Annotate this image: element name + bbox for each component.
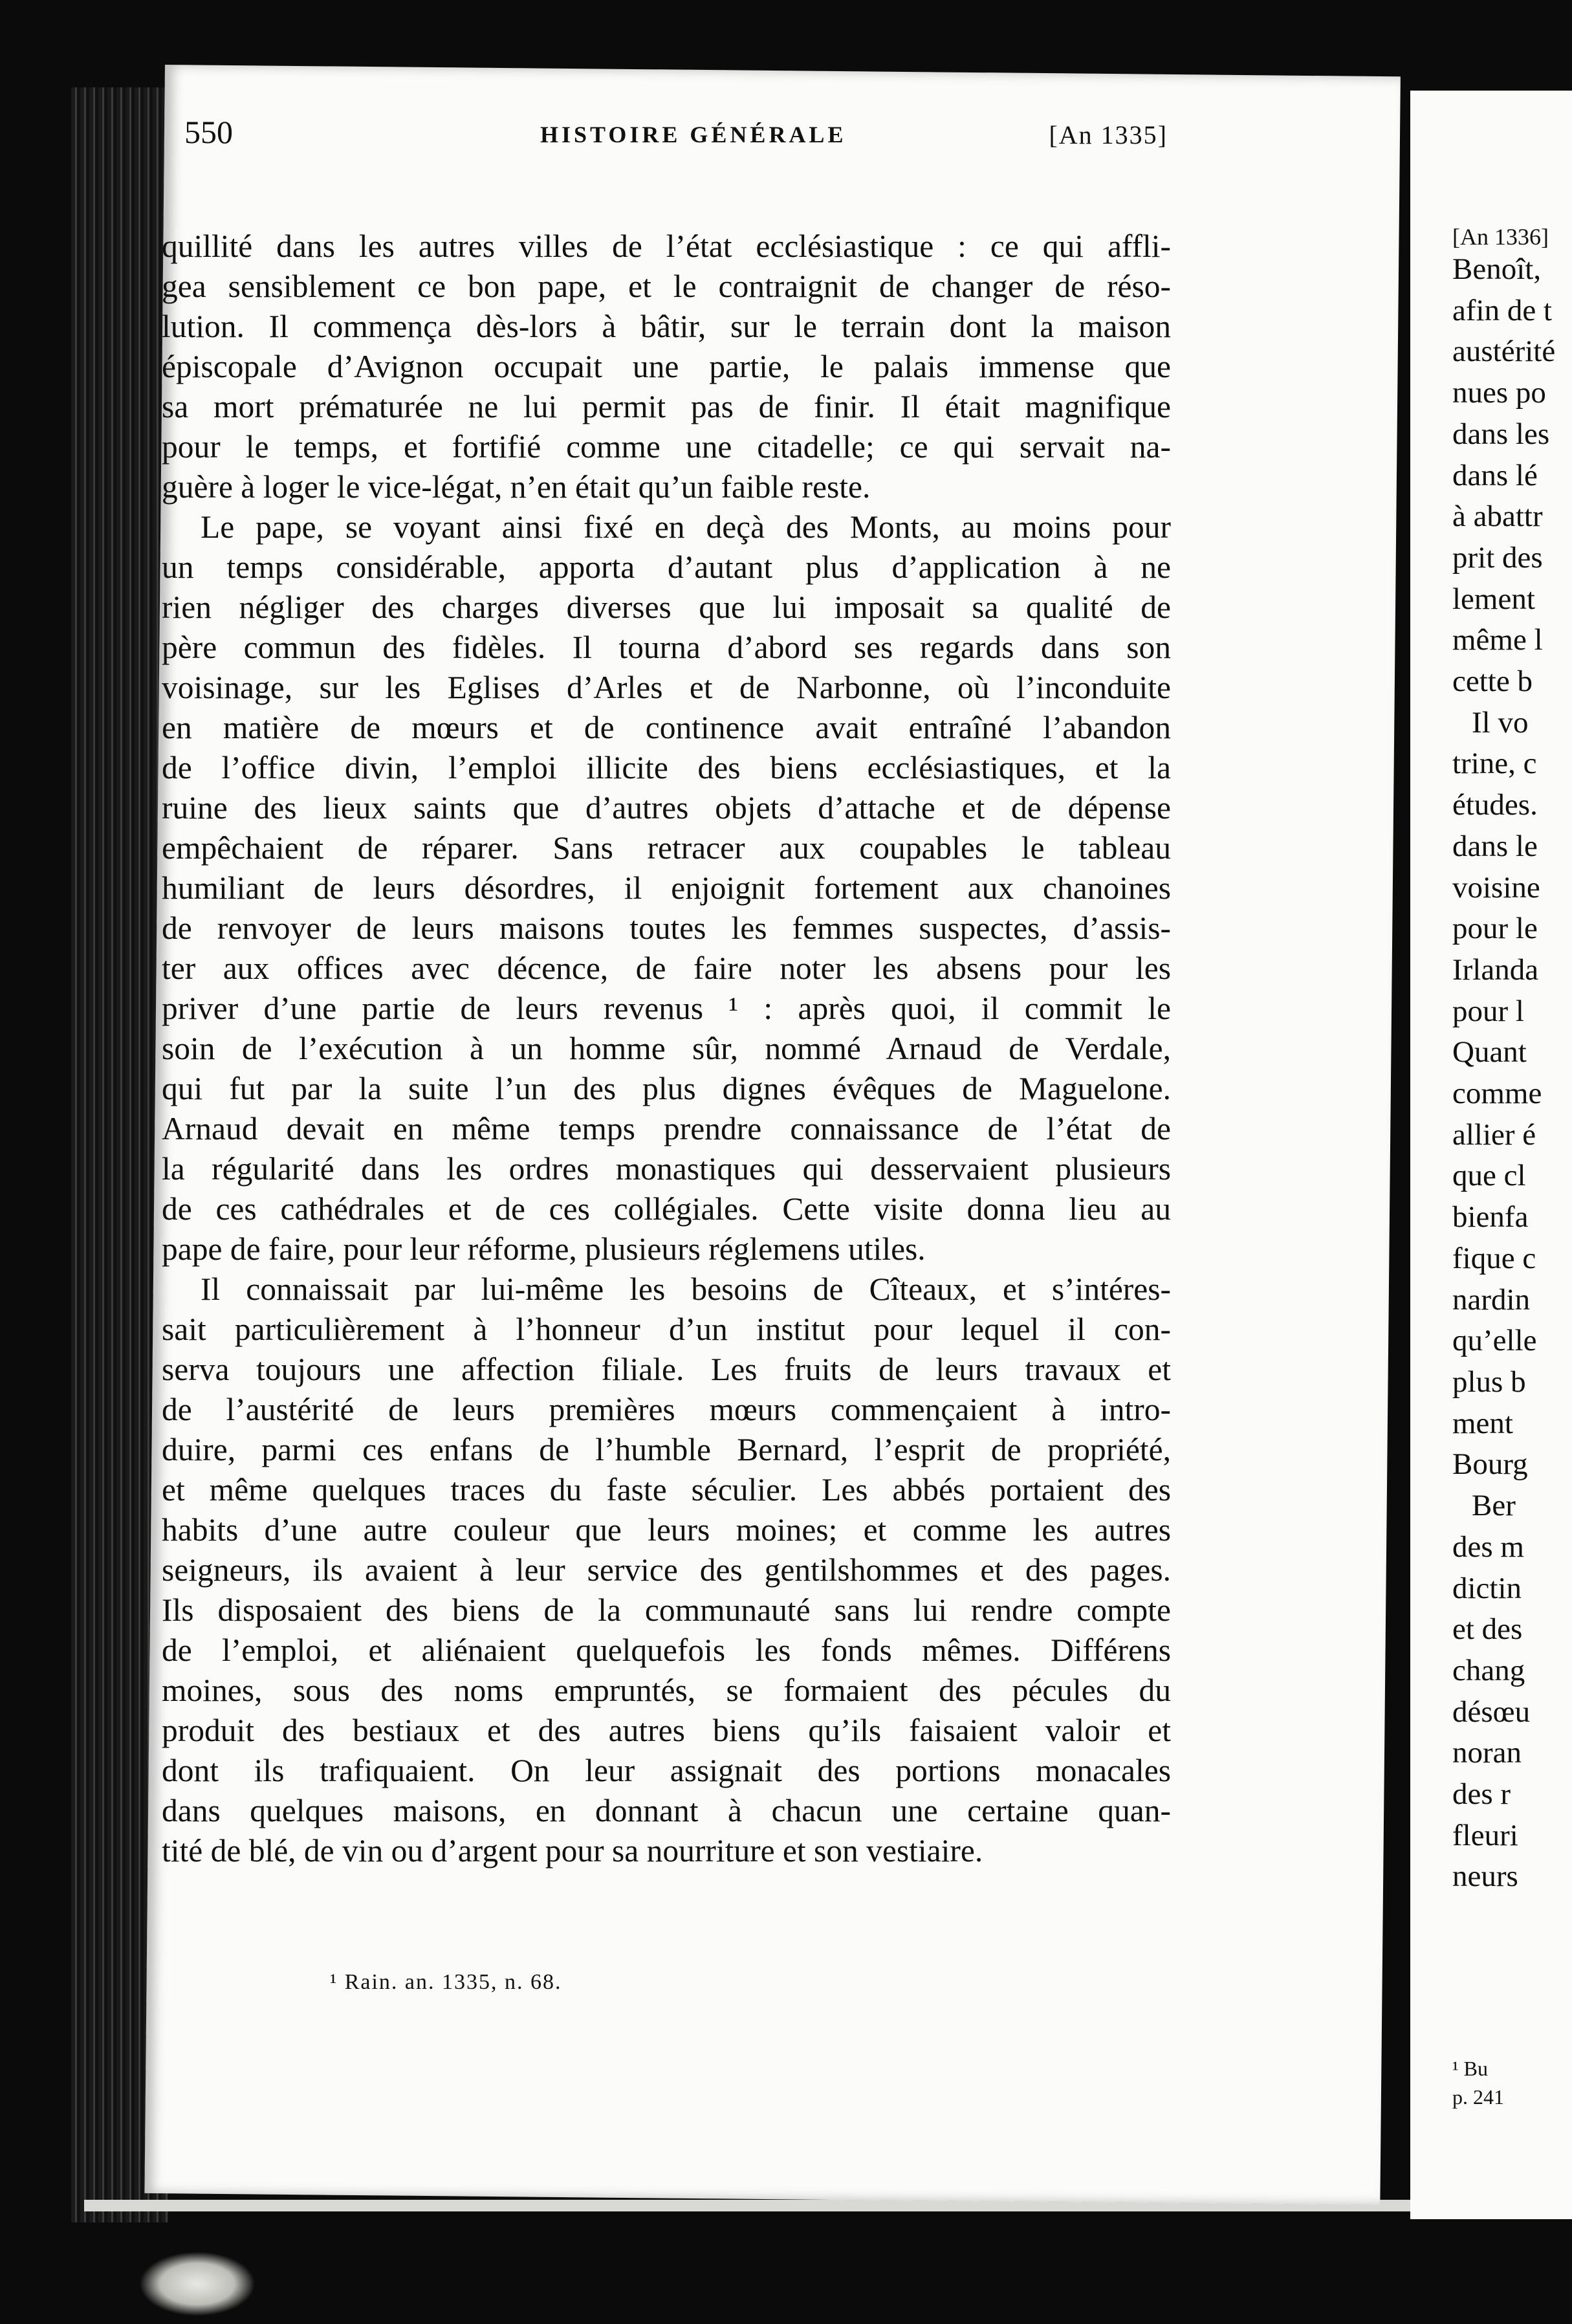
text-line: de ces cathédrales et de ces collégiales. Cette visite donna lieu au: [162, 1191, 1171, 1227]
facing-text-line: nues po: [1452, 376, 1546, 410]
text-line: Arnaud devait en même temps prendre connaissance de l’état de: [162, 1111, 1171, 1146]
facing-text-line: austérité: [1452, 334, 1556, 369]
year-tag: [An 1335]: [1049, 120, 1168, 149]
text-line: un temps considérable, apporta d’autant plus d’application à ne: [162, 549, 1171, 585]
text-line: de l’office divin, l’emploi illicite des biens ecclésiastiques, et la: [162, 750, 1171, 785]
facing-text-line: ment: [1452, 1406, 1513, 1440]
facing-text-line: Ber: [1472, 1489, 1516, 1523]
facing-text-line: pour l: [1452, 994, 1524, 1028]
facing-text-line: Quant: [1452, 1035, 1527, 1069]
text-line: duire, parmi ces enfans de l’humble Bernard, l’esprit de propriété,: [162, 1432, 1171, 1467]
text-line: dont ils trafiquaient. On leur assignait des portions monacales: [162, 1753, 1171, 1788]
text-line: rien négliger des charges diverses que lui imposait sa qualité de: [162, 589, 1171, 625]
facing-page-text: [1452, 249, 1555, 1898]
text-line: seigneurs, ils avaient à leur service des gentilshommes et des pages.: [162, 1552, 1171, 1588]
facing-text-line: à abattr: [1452, 499, 1543, 534]
text-line: père commun des fidèles. Il tourna d’abord ses regards dans son: [162, 630, 1171, 665]
facing-text-line: voisine: [1452, 870, 1540, 904]
page-smudge: [139, 2252, 256, 2316]
facing-text-line: des r: [1452, 1777, 1511, 1812]
text-line: produit des bestiaux et des autres biens qu’ils faisaient valoir et: [162, 1713, 1171, 1748]
facing-text-line: bienfa: [1452, 1200, 1529, 1234]
facing-text-line: cette b: [1452, 664, 1533, 699]
text-line: ter aux offices avec décence, de faire noter les absens pour les: [162, 950, 1171, 986]
text-line: serva toujours une affection filiale. Les fruits de leurs travaux et: [162, 1352, 1171, 1387]
text-line: épiscopale d’Avignon occupait une partie, le palais immense que: [162, 349, 1171, 384]
text-line: en matière de mœurs et de continence avait entraîné l’abandon: [162, 710, 1171, 745]
facing-text-line: Benoît,: [1452, 252, 1542, 286]
text-line: de l’emploi, et aliénaient quelquefois les fonds mêmes. Différens: [162, 1632, 1171, 1668]
facing-page-header: [An 1336]: [1452, 224, 1549, 250]
facing-text-line: qu’elle: [1452, 1324, 1537, 1358]
text-line: quillité dans les autres villes de l’état ecclésiastique : ce qui affli-: [162, 228, 1171, 264]
facing-text-line: prit des: [1452, 540, 1543, 575]
facing-text-line: Irlanda: [1452, 952, 1539, 987]
text-line: de renvoyer de leurs maisons toutes les femmes suspectes, d’assis-: [162, 910, 1171, 946]
text-line: la régularité dans les ordres monastiques qui desservaient plusieurs: [162, 1151, 1171, 1187]
facing-text-line: que cl: [1452, 1159, 1526, 1193]
footnote: ¹ Rain. an. 1335, n. 68.: [330, 1970, 562, 1994]
page-header: [184, 113, 1168, 159]
facing-text-line: dans le: [1452, 829, 1538, 863]
page-number: 550: [184, 114, 233, 150]
facing-text-line: dans lé: [1452, 458, 1538, 492]
facing-text-line: lement: [1452, 582, 1535, 616]
text-line: tité de blé, de vin ou d’argent pour sa nourriture et son vestiaire.: [162, 1833, 983, 1869]
facing-text-line: dictin: [1452, 1571, 1522, 1605]
text-line: voisinage, sur les Eglises d’Arles et de Narbonne, où l’inconduite: [162, 670, 1171, 705]
text-line: humiliant de leurs désordres, il enjoignit fortement aux chanoines: [162, 870, 1171, 906]
facing-text-line: désœu: [1452, 1694, 1531, 1729]
body-text: [162, 226, 1171, 1871]
text-line: ruine des lieux saints que d’autres objets d’attache et de dépense: [162, 790, 1171, 826]
facing-text-line: études.: [1452, 788, 1538, 822]
text-line: lution. Il commença dès-lors à bâtir, sur le terrain dont la maison: [162, 309, 1171, 344]
facing-text-line: Bourg: [1452, 1447, 1528, 1482]
facing-text-line: dans les: [1452, 417, 1550, 451]
text-line: Il connaissait par lui-même les besoins de Cîteaux, et s’intéres-: [201, 1271, 1171, 1307]
facing-text-line: comme: [1452, 1077, 1542, 1111]
facing-text-line: Il vo: [1472, 705, 1529, 740]
facing-text-line: même l: [1452, 623, 1543, 657]
text-line: de l’austérité de leurs premières mœurs commençaient à intro-: [162, 1392, 1171, 1427]
facing-text-line: plus b: [1452, 1365, 1526, 1399]
text-line: pape de faire, pour leur réforme, plusieurs réglemens utiles.: [162, 1231, 926, 1267]
text-line: dans quelques maisons, en donnant à chacun une certaine quan-: [162, 1793, 1171, 1828]
text-line: soin de l’exécution à un homme sûr, nommé Arnaud de Verdale,: [162, 1031, 1171, 1066]
facing-text-line: fique c: [1452, 1241, 1536, 1275]
text-line: sait particulièrement à l’honneur d’un institut pour lequel il con-: [162, 1311, 1171, 1347]
facing-footnote-line: ¹ Bu: [1452, 2057, 1488, 2080]
facing-footnote-line: p. 241: [1452, 2085, 1504, 2109]
text-line: et même quelques traces du faste séculier. Les abbés portaient des: [162, 1472, 1171, 1507]
facing-text-line: pour le: [1452, 912, 1538, 946]
facing-text-line: des m: [1452, 1529, 1524, 1564]
running-title: HISTOIRE GÉNÉRALE: [540, 122, 847, 148]
facing-page-footnote: [1452, 2054, 1504, 2111]
text-line: empêchaient de réparer. Sans retracer aux coupables le tableau: [162, 830, 1171, 866]
text-line: sa mort prématurée ne lui permit pas de finir. Il était magnifique: [162, 389, 1171, 424]
facing-text-line: trine, c: [1452, 747, 1537, 781]
text-line: moines, sous des noms empruntés, se formaient des pécules du: [162, 1672, 1171, 1708]
facing-text-line: neurs: [1452, 1859, 1518, 1894]
text-line: pour le temps, et fortifié comme une citadelle; ce qui servait na-: [162, 429, 1171, 465]
text-line: gea sensiblement ce bon pape, et le contraignit de changer de réso-: [162, 269, 1171, 304]
text-line: Ils disposaient des biens de la communauté sans lui rendre compte: [162, 1592, 1171, 1628]
facing-text-line: afin de t: [1452, 293, 1552, 327]
text-line: Le pape, se voyant ainsi fixé en deçà des Monts, au moins pour: [201, 509, 1171, 545]
facing-text-line: noran: [1452, 1736, 1522, 1770]
facing-text-line: chang: [1452, 1653, 1525, 1687]
text-line: priver d’une partie de leurs revenus ¹ : après quoi, il commit le: [162, 991, 1171, 1026]
facing-text-line: allier é: [1452, 1117, 1536, 1152]
text-line: habits d’une autre couleur que leurs moines; et comme les autres: [162, 1512, 1171, 1548]
text-line: guère à loger le vice-légat, n’en était qu’un faible reste.: [162, 469, 871, 505]
text-line: qui fut par la suite l’un des plus dignes évêques de Maguelone.: [162, 1071, 1171, 1106]
facing-page: [1410, 91, 1572, 2219]
facing-text-line: et des: [1452, 1612, 1523, 1647]
facing-text-line: fleuri: [1452, 1818, 1518, 1852]
facing-text-line: nardin: [1452, 1282, 1531, 1317]
